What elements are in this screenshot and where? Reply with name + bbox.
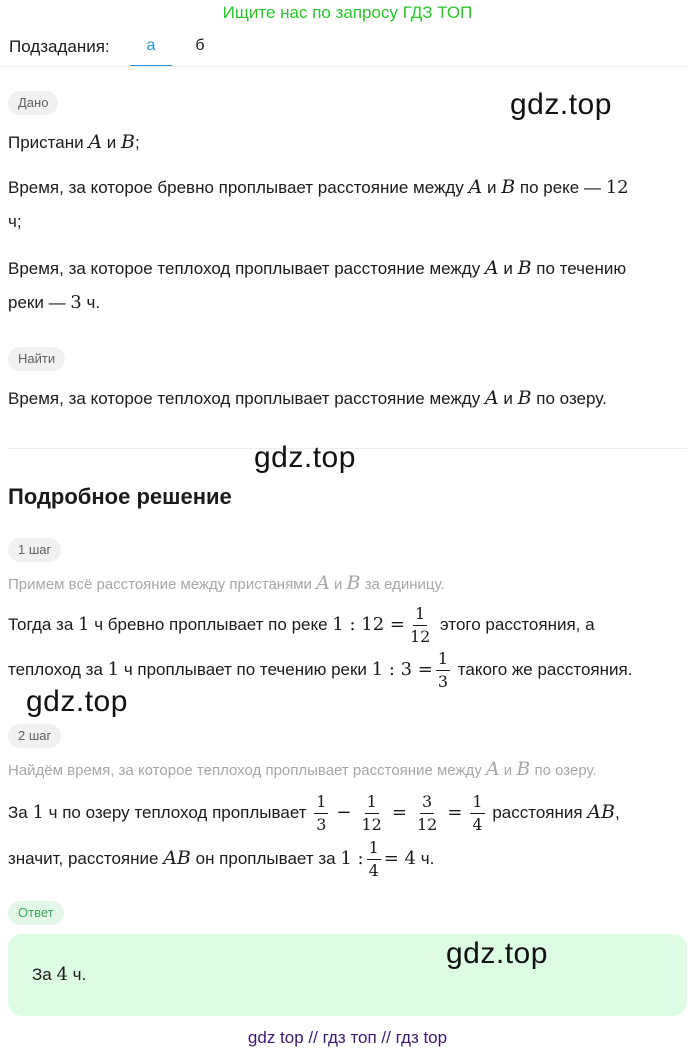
step-2-hint-text: Найдём время, за которое теплоход проплывает расстояние между [8, 762, 486, 779]
fraction-den: 4 [368, 861, 379, 881]
fraction-num: 1 [367, 839, 381, 860]
unit-hours: ч. [81, 293, 101, 312]
math-b: B [517, 387, 532, 409]
fraction-den: 12 [409, 627, 431, 647]
math-b: B [517, 257, 532, 279]
solution-heading: Подробное решение [8, 484, 232, 509]
fraction-num: 1 [365, 793, 379, 814]
fraction-1-4 [470, 793, 484, 833]
given-section [8, 91, 58, 115]
given-line-2b: ч; [8, 212, 22, 231]
equals-sign: = [447, 802, 463, 823]
find-text: Время, за которое теплоход проплывает расстояние между [8, 389, 485, 408]
text: значит, расстояние [8, 849, 164, 868]
text: ч по озеру теплоход проплывает [43, 803, 312, 822]
log-hours-value: 12 [605, 177, 629, 198]
step-1-hint-tail: за единицу. [360, 576, 445, 593]
given-line-1-text: Пристани [8, 133, 89, 152]
fraction-num: 1 [470, 793, 484, 814]
num-one: 1 [107, 659, 120, 680]
step-2-section [8, 724, 61, 748]
step-2-line-2 [8, 831, 688, 886]
math-ab: AB [163, 847, 191, 869]
math-b: B [346, 572, 361, 594]
find-tail: по озеру. [531, 389, 607, 408]
punct: , [614, 803, 620, 822]
given-line-3 [8, 251, 688, 286]
math-a: A [468, 176, 483, 198]
math-a: A [316, 572, 330, 594]
math-b: B [501, 176, 516, 198]
math-a: A [88, 131, 103, 153]
math-b: B [121, 131, 135, 153]
math-b: B [516, 758, 531, 780]
fraction-num: 3 [420, 793, 434, 814]
fraction-den: 12 [416, 815, 438, 835]
text: он проплывает за [190, 849, 341, 868]
boat-hours-value: 3 [70, 292, 82, 313]
fraction-1-4 [367, 839, 381, 879]
step-2-hint [8, 752, 688, 788]
fraction-1-12 [360, 793, 384, 833]
find-section [8, 347, 65, 371]
tab-subtask-a[interactable]: а [130, 37, 172, 67]
given-line-3-text: Время, за которое теплоход проплывает расстояние между [8, 259, 485, 278]
find-chip: Найти [8, 347, 65, 371]
given-line-2 [8, 170, 688, 205]
expr-1-3: 1 : 3 = [371, 659, 433, 680]
text: такого же расстояния. [453, 660, 633, 679]
step-2-hint-tail: по озеру. [530, 762, 597, 779]
text: теплоход за [8, 660, 108, 679]
expr-1-div: 1 : [340, 848, 364, 869]
fraction-den: 12 [361, 815, 382, 835]
answer-text [32, 960, 86, 990]
step-1-chip: 1 шаг [8, 538, 61, 562]
text: ч. [67, 965, 87, 984]
answer-value: 4 [56, 964, 68, 985]
step-1-section [8, 538, 61, 562]
text: ч проплывает по течению реки [119, 660, 372, 679]
and-text: и [498, 259, 518, 278]
text: За [8, 803, 33, 822]
num-one: 1 [32, 802, 44, 823]
step-2-chip: 2 шаг [8, 724, 61, 748]
given-line-3-tail: по течению [531, 259, 627, 278]
text: Тогда за [8, 615, 79, 634]
tabs-divider [0, 66, 687, 67]
text: За [32, 965, 57, 984]
math-ab: AB [587, 801, 615, 823]
fraction-num: 1 [314, 793, 328, 814]
watermark: gdz.top [26, 685, 128, 718]
tab-subtask-b[interactable]: б [195, 37, 205, 54]
fraction-den: 3 [316, 815, 327, 835]
equals-sign: = [391, 802, 407, 823]
fraction-1-3 [314, 793, 328, 833]
fraction-3-12 [415, 793, 439, 833]
text: ч. [416, 849, 435, 868]
watermark: gdz.top [446, 937, 548, 970]
find-line [8, 381, 688, 416]
answer-chip: Ответ [8, 901, 64, 925]
math-a: A [484, 257, 499, 279]
and-text: и [482, 178, 502, 197]
expr-1-12: 1 : 12 = [332, 614, 405, 635]
given-line-3b-text: реки — [8, 293, 71, 312]
text: ч бревно проплывает по реке [89, 615, 333, 634]
answer-box [8, 934, 687, 1016]
given-line-1 [8, 125, 688, 160]
fraction-den: 4 [472, 815, 483, 835]
and-text: и [329, 576, 347, 593]
and-text: и [102, 133, 122, 152]
math-a: A [484, 387, 499, 409]
text: этого расстояния, а [435, 615, 595, 634]
fraction-num: 1 [436, 650, 450, 671]
minus-sign: − [336, 802, 352, 823]
fraction-1-12 [408, 605, 432, 645]
given-line-2-tail: по реке — [515, 178, 606, 197]
answer-section [8, 901, 64, 925]
given-line-2-text: Время, за которое бревно проплывает расстояние между [8, 178, 469, 197]
given-line-3b [8, 286, 688, 320]
punct: ; [134, 133, 140, 152]
fraction-1-3 [436, 650, 450, 690]
watermark: gdz.top [254, 441, 356, 474]
math-a: A [485, 758, 500, 780]
promo-banner[interactable]: Ищите нас по запросу ГДЗ ТОП [222, 3, 473, 22]
fraction-num: 1 [413, 605, 427, 626]
step-1-hint-text: Примем всё расстояние между пристанями [8, 576, 317, 593]
footer-links[interactable]: gdz top // гдз топ // гдз top [247, 1028, 448, 1047]
step-1-hint [8, 566, 688, 602]
given-chip: Дано [8, 91, 58, 115]
result-value: = 4 [383, 848, 417, 869]
fraction-den: 3 [437, 672, 449, 692]
and-text: и [499, 762, 517, 779]
num-one: 1 [78, 614, 90, 635]
subtasks-label: Подзадания: [9, 37, 110, 56]
and-text: и [498, 389, 518, 408]
text: расстояния [487, 803, 588, 822]
watermark: gdz.top [510, 88, 612, 121]
